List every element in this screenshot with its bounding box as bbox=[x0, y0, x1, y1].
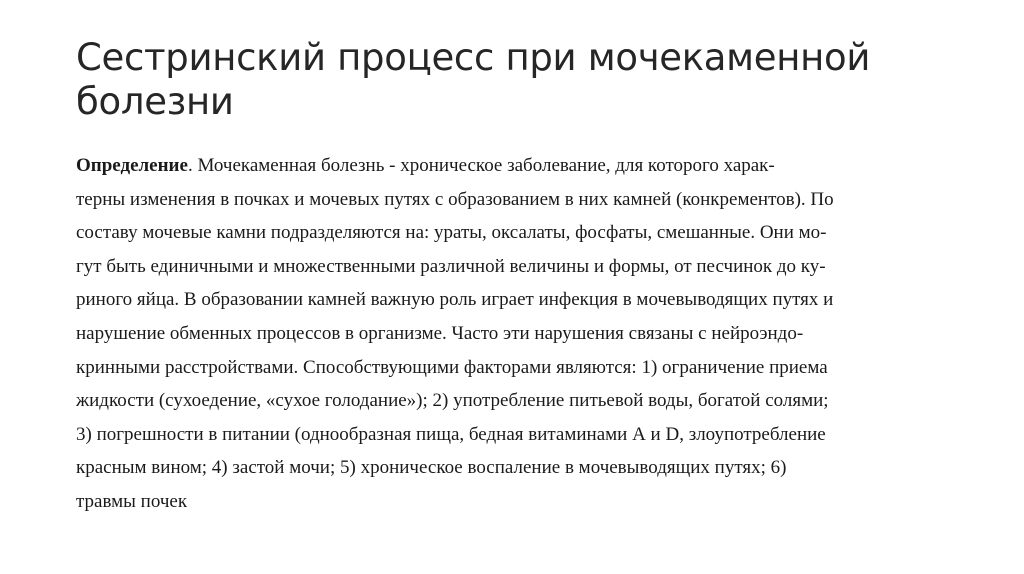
body-line-11: травмы почек bbox=[76, 490, 188, 512]
body-line-7: кринными расстройствами. Способствующими факторами являются: 1) ограничение приема bbox=[76, 356, 828, 378]
body-line-1-text: . Мочекаменная болезнь - хроническое заболевание, для которого харак- bbox=[187, 155, 775, 176]
body-line-3: составу мочевые камни подразделяются на: ураты, оксалаты, фосфаты, смешанные. Они мо- bbox=[76, 222, 827, 244]
body-line-10: красным вином; 4) застой мочи; 5) хроническое воспаление в мочевыводящих путях; 6) bbox=[76, 457, 787, 479]
definition-term: Определение bbox=[76, 155, 188, 176]
slide-body-text bbox=[76, 149, 956, 519]
body-line-6: нарушение обменных процессов в организме. Часто эти нарушения связаны с нейроэндо- bbox=[76, 322, 804, 344]
body-line-9: 3) погрешности в питании (однообразная пища, бедная витаминами А и D, злоупотребление bbox=[76, 423, 826, 445]
body-line-4: гут быть единичными и множественными различной величины и формы, от песчинок до ку- bbox=[76, 255, 826, 277]
body-line-8: жидкости (сухоедение, «сухое голодание»); 2) употребление питьевой воды, богатой солями; bbox=[76, 390, 829, 412]
body-line-2: терны изменения в почках и мочевых путях с образованием в них камней (конкрементов). По bbox=[76, 188, 834, 210]
slide-title: Сестринский процесс при мочекаменной болезни bbox=[76, 36, 871, 123]
body-line-1 bbox=[76, 149, 956, 183]
body-line-5: риного яйца. В образовании камней важную роль играет инфекция в мочевыводящих путях и bbox=[76, 289, 834, 311]
